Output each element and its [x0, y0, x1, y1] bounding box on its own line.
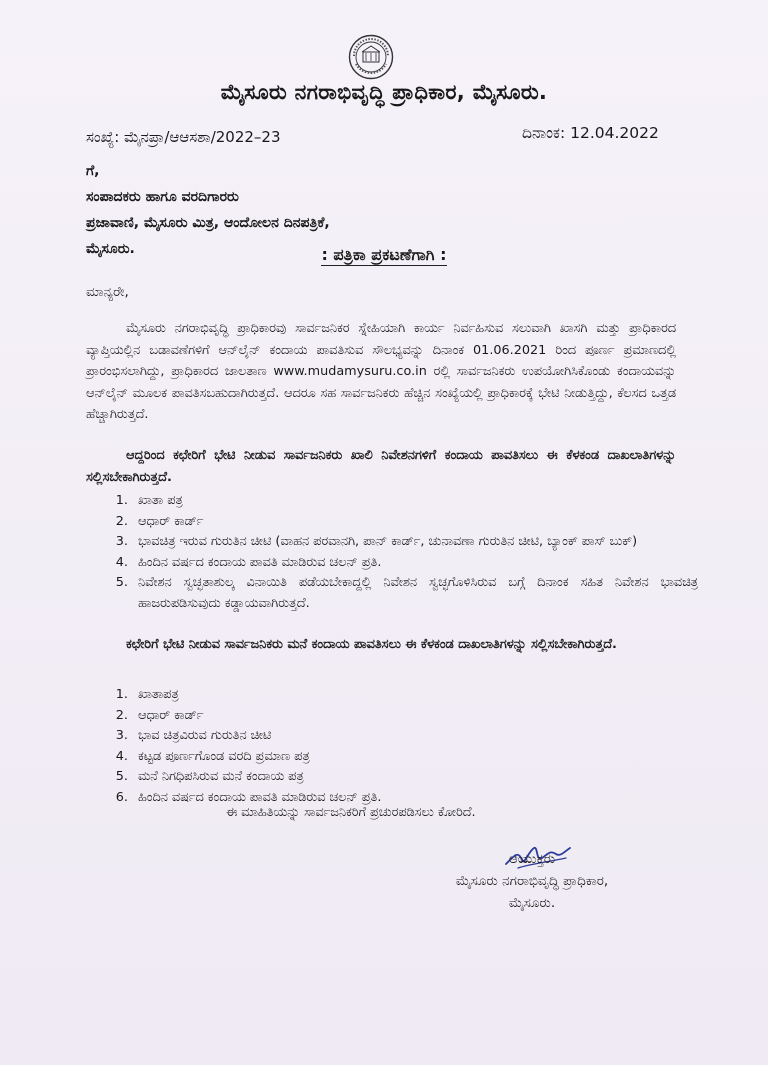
recipient-line: ಮೈಸೂರು.	[86, 241, 135, 257]
list-item: 1. ಖಾತಾ ಪತ್ರ	[132, 491, 698, 512]
recipient-salutation: ಗೆ,	[86, 163, 100, 179]
list-item: 2. ಆಧಾರ್ ಕಾರ್ಡ್	[132, 512, 698, 533]
list-item: 4. ಕಟ್ಟಡ ಪೂರ್ಣಗೊಂಡ ವರದಿ ಪ್ರಮಾಣ ಪತ್ರ	[132, 747, 698, 768]
body-paragraph-2: ಆದ್ದರಿಂದ ಕಛೇರಿಗೆ ಭೇಟಿ ನೀಡುವ ಸಾರ್ವಜನಿಕರು ಖಾಲಿ ನಿವೇಶನಗಳಿಗೆ ಕಂದಾಯ ಪಾವತಿಸಲು ಈ ಕೆಳಕಂಡ ದಾಖಲಾತಿಗಳನ್ನು ಸಲ್ಲಿಸಬೇಕಾಗಿರುತ್ತದೆ.	[86, 448, 676, 485]
signatory-city: ಮೈಸೂರು.	[508, 895, 556, 911]
list-item: 5. ಮನೆ ನಿಗಧಿಪಸಿರುವ ಮನೆ ಕಂದಾಯ ಪತ್ರ	[132, 767, 698, 788]
signatory-designation: ಆಯುಕ್ತರು	[508, 851, 556, 867]
greeting: ಮಾನ್ಯರೇ,	[86, 284, 129, 300]
list-item: 5. ನಿವೇಶನ ಸ್ವಚ್ಛತಾಶುಲ್ಕ ವಿನಾಯಿತಿ ಪಡೆಯಬೇಕಾದ್ದಲ್ಲಿ ನಿವೇಶನ ಸ್ವಚ್ಛಗೊಳಿಸಿರುವ ಬಗ್ಗೆ ದಿನಾಂಕ ಸಹಿತ ನಿವೇಶನ ಭಾವಚಿತ್ರ ಹಾಜರುಪಡಿಸುವುದು ಕಡ್ಡಾಯವಾಗಿರುತ್ತದೆ.	[132, 573, 698, 614]
letter-date: ದಿನಾಂಕ: 12.04.2022	[522, 124, 659, 142]
recipient-line: ಪ್ರಜಾವಾಣಿ, ಮೈಸೂರು ಮಿತ್ರ, ಆಂದೋಲನ ದಿನಪತ್ರಿಕೆ,	[86, 215, 330, 231]
body-paragraph-1: ಮೈಸೂರು ನಗರಾಭಿವೃದ್ಧಿ ಪ್ರಾಧಿಕಾರವು ಸಾರ್ವಜನಿಕರ ಸ್ನೇಹಿಯಾಗಿ ಕಾರ್ಯ ನಿರ್ವಹಿಸುವ ಸಲುವಾಗಿ ಖಾಸಗಿ ಮತ್ತು ಪ್ರಾಧಿಕಾರದ ವ್ಯಾಪ್ತಿಯಲ್ಲಿನ ಬಡಾವಣೆಗಳಿಗೆ ಆನ್‌ಲೈನ್ ಕಂದಾಯ ಪಾವತಿಸುವ ಸೌಲಭ್ಯವನ್ನು ದಿನಾಂಕ 01.06.2021 ರಿಂದ ಪೂರ್ಣ ಪ್ರಮಾಣದಲ್ಲಿ ಪ್ರಾರಂಭಿಸಲಾಗಿದ್ದು, ಪ್ರಾಧಿಕಾರದ ಜಾಲತಾಣ www.mudamysuru.co.in ರಲ್ಲಿ ಸಾರ್ವಜನಿಕರು ಉಪಯೋಗಿಸಿಕೊಂಡು ಕಂದಾಯವನ್ನು ಆನ್‌ಲೈನ್ ಮೂಲಕ ಪಾವತಿಸಬಹುದಾಗಿರುತ್ತದೆ. ಆದರೂ ಸಹ ಸಾರ್ವಜನಿಕರು ಹೆಚ್ಚಿನ ಸಂಖ್ಯೆಯಲ್ಲಿ ಪ್ರಾಧಿಕಾರಕ್ಕೆ ಭೇಟಿ ನೀಡುತ್ತಿದ್ದು, ಕೆಲಸದ ಒತ್ತಡ ಹೆಚ್ಚಾಗಿರುತ್ತದೆ.	[86, 321, 676, 422]
signatory-organization: ಮೈಸೂರು ನಗರಾಭಿವೃದ್ಧಿ ಪ್ರಾಧಿಕಾರ,	[455, 873, 609, 889]
list-item: 3. ಭಾವ ಚಿತ್ರವಿರುವ ಗುರುತಿನ ಚೀಟಿ	[132, 726, 698, 747]
list-item: 3. ಭಾವಚಿತ್ರ ಇರುವ ಗುರುತಿನ ಚೀಟಿ (ವಾಹನ ಪರವಾನಗಿ, ಪಾನ್ ಕಾರ್ಡ್, ಚುನಾವಣಾ ಗುರುತಿನ ಚೀಟಿ, ಬ್ಯಾಂಕ್ ಪಾಸ್ ಬುಕ್)	[132, 532, 698, 553]
press-release-heading: : ಪತ್ರಿಕಾ ಪ್ರಕಟಣೆಗಾಗಿ :	[321, 245, 447, 264]
body-paragraph-3: ಕಛೇರಿಗೆ ಭೇಟಿ ನೀಡುವ ಸಾರ್ವಜನಿಕರು ಮನೆ ಕಂದಾಯ ಪಾವತಿಸಲು ಈ ಕೆಳಕಂಡ ದಾಖಲಾತಿಗಳನ್ನು ಸಲ್ಲಿಸಬೇಕಾಗಿರುತ್ತದೆ.	[126, 637, 617, 652]
list-item: 4. ಹಿಂದಿನ ವರ್ಷದ ಕಂದಾಯ ಪಾವತಿ ಮಾಡಿರುವ ಚಲನ್ ಪ್ರತಿ.	[132, 553, 698, 574]
closing-request: ಈ ಮಾಹಿತಿಯನ್ನು ಸಾರ್ವಜನಿಕರಿಗೆ ಪ್ರಚುರಪಡಿಸಲು ಕೋರಿದೆ.	[226, 805, 476, 820]
authority-title: ಮೈಸೂರು ನಗರಾಭಿವೃದ್ಧಿ ಪ್ರಾಧಿಕಾರ, ಮೈಸೂರು.	[220, 80, 548, 104]
house-tax-documents-list	[108, 685, 698, 808]
list-item: 1. ಖಾತಾಪತ್ರ	[132, 685, 698, 706]
vacant-site-documents-list	[108, 491, 698, 614]
reference-number: ಸಂಖ್ಯೆ: ಮೈನಪ್ರಾ/ಆಆಸಶಾ/2022–23	[86, 128, 281, 146]
authority-seal-icon	[348, 34, 394, 80]
list-item: 2. ಆಧಾರ್ ಕಾರ್ಡ್	[132, 706, 698, 727]
signature-block	[422, 848, 642, 914]
list-item: 6. ಹಿಂದಿನ ವರ್ಷದ ಕಂದಾಯ ಪಾವತಿ ಮಾಡಿರುವ ಚಲನ್ ಪ್ರತಿ.	[132, 788, 698, 809]
recipient-line: ಸಂಪಾದಕರು ಹಾಗೂ ವರದಿಗಾರರು	[86, 189, 239, 205]
